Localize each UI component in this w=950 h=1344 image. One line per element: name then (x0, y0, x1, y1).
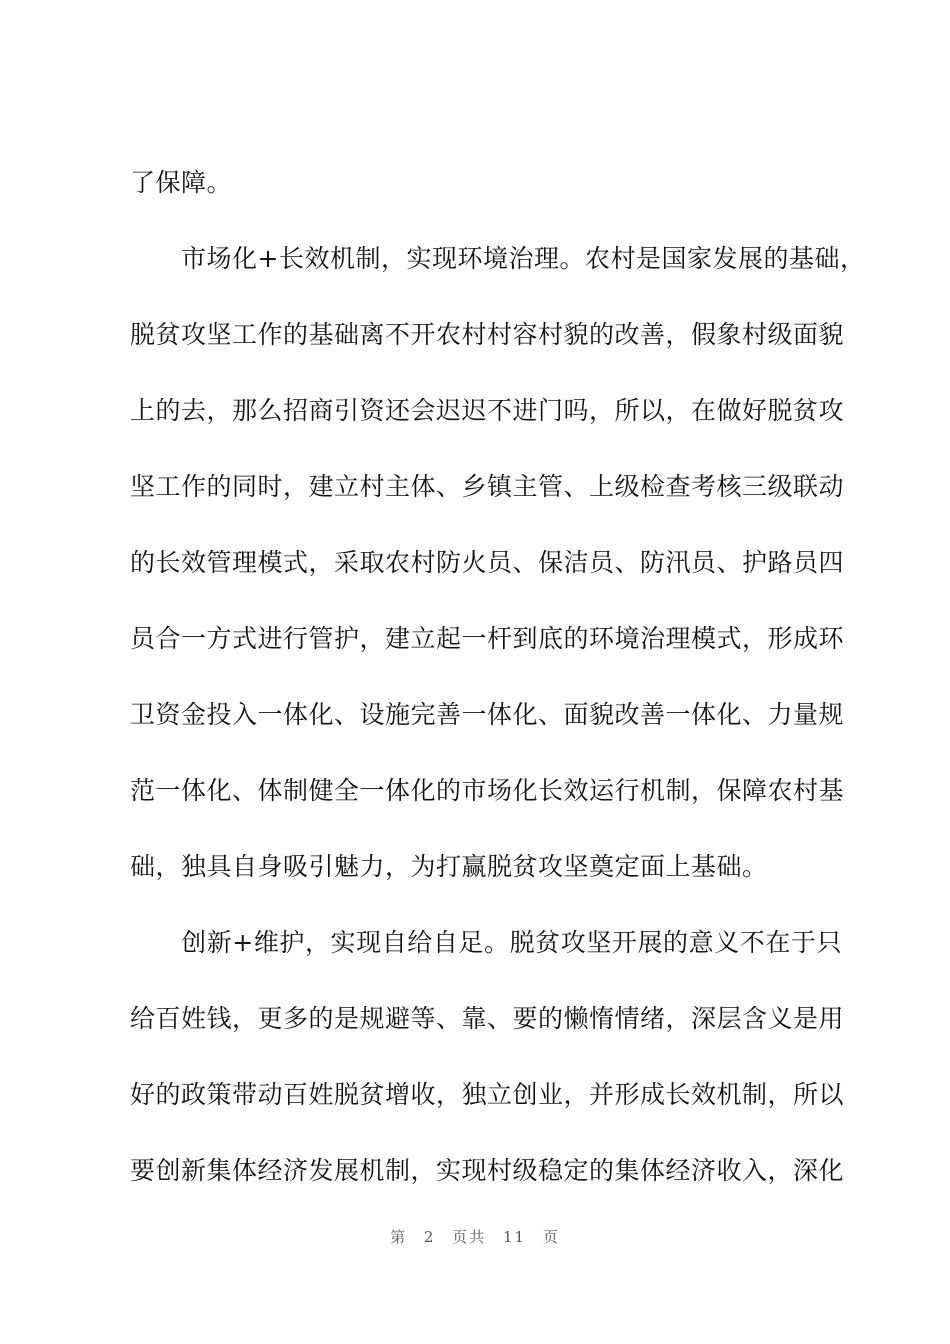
text-line: 好的政策带动百姓脱贫增收，独立创业，并形成长效机制，所以 (130, 1080, 845, 1109)
text-line: 卫资金投入一体化、设施完善一体化、面貌改善一体化、力量规 (130, 700, 845, 729)
text-line: 上的去，那么招商引资还会迟迟不进门吗，所以，在做好脱贫攻 (130, 396, 845, 425)
paragraph-start-line: 创新+维护，实现自给自足。脱贫攻坚开展的意义不在于只 (130, 928, 842, 957)
text-line: 给百姓钱，更多的是规避等、靠、要的懒惰情绪，深层含义是用 (130, 1004, 845, 1033)
text-line: 员合一方式进行管护，建立起一杆到底的环境治理模式，形成环 (130, 624, 845, 653)
text-line: 坚工作的同时，建立村主体、乡镇主管、上级检查考核三级联动 (130, 472, 845, 501)
text-line: 要创新集体经济发展机制，实现村级稳定的集体经济收入，深化 (130, 1156, 845, 1185)
text-line: 了保障。 (130, 168, 233, 197)
body-text (130, 145, 866, 1209)
paragraph-start-line: 市场化+长效机制，实现环境治理。农村是国家发展的基础， (130, 244, 866, 273)
text-line: 的长效管理模式，采取农村防火员、保洁员、防汛员、护路员四 (130, 548, 845, 577)
text-line: 脱贫攻坚工作的基础离不开农村村容村貌的改善，假象村级面貌 (130, 320, 845, 349)
text-line: 范一体化、体制健全一体化的市场化长效运行机制，保障农村基 (130, 776, 845, 805)
text-line: 础，独具自身吸引魅力，为打赢脱贫攻坚奠定面上基础。 (130, 852, 768, 881)
page-number-footer: 第 2 页共 11 页 (390, 1228, 560, 1246)
